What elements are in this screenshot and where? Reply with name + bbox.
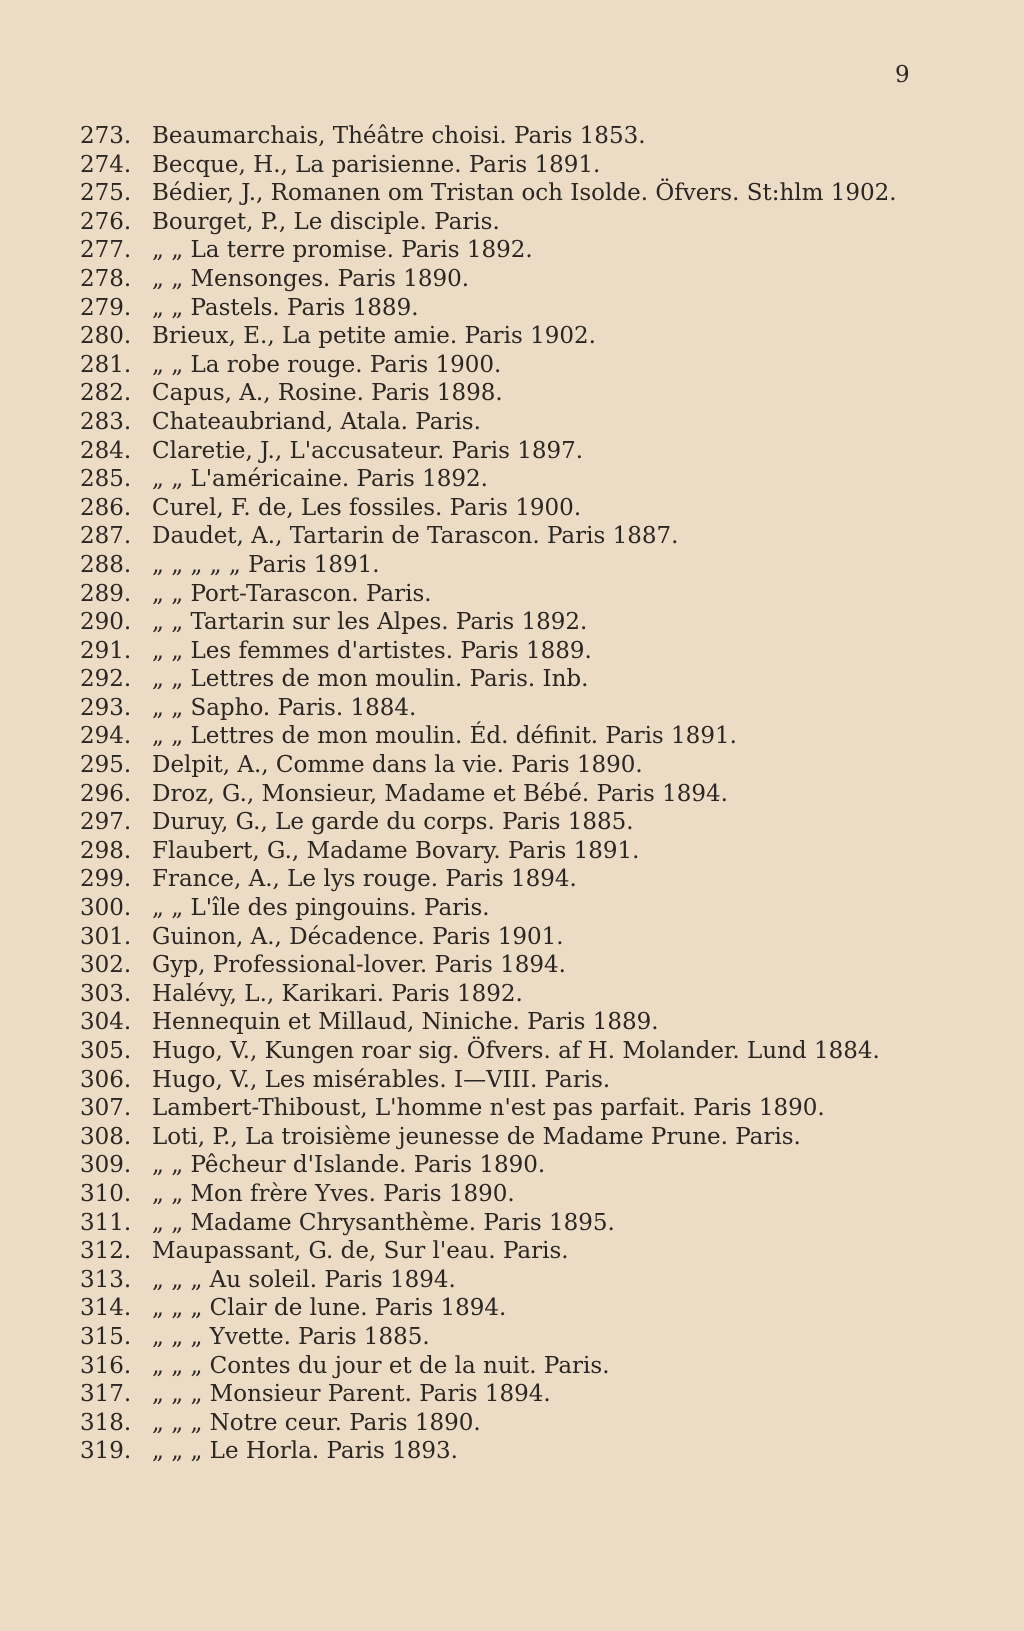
entry-number: 309. (80, 1152, 132, 1179)
entry-text: Loti, P., La troisième jeunesse de Madame Prune. Paris. (152, 1123, 801, 1150)
entry-text: Gyp, Professional-lover. Paris 1894. (152, 952, 566, 979)
list-item (80, 580, 930, 609)
list-item (80, 1323, 930, 1352)
list-item (80, 1151, 930, 1180)
list-item (80, 465, 930, 494)
entry-text: Lambert-Thiboust, L'homme n'est pas parfait. Paris 1890. (152, 1095, 825, 1122)
entry-number: 297. (80, 809, 132, 836)
list-item (80, 322, 930, 351)
entry-text: Duruy, G., Le garde du corps. Paris 1885. (152, 809, 634, 836)
list-item (80, 379, 930, 408)
entry-text: Claretie, J., L'accusateur. Paris 1897. (152, 437, 584, 464)
entry-number: 316. (80, 1352, 132, 1379)
entry-number: 288. (80, 551, 132, 578)
list-item (80, 951, 930, 980)
list-item (80, 179, 930, 208)
entry-text: Chateaubriand, Atala. Paris. (152, 408, 481, 435)
entry-text: Curel, F. de, Les fossiles. Paris 1900. (152, 494, 582, 521)
entry-number: 279. (80, 294, 132, 321)
entry-text: „ „ „ Au soleil. Paris 1894. (152, 1266, 456, 1293)
list-item (80, 1380, 930, 1409)
list-item (80, 1409, 930, 1438)
entry-text: „ „ Lettres de mon moulin. Paris. Inb. (152, 666, 589, 693)
list-item (80, 522, 930, 551)
entry-text: „ „ La robe rouge. Paris 1900. (152, 351, 502, 378)
list-item (80, 923, 930, 952)
list-item (80, 694, 930, 723)
list-item (80, 236, 930, 265)
entry-text: „ „ Madame Chrysanthème. Paris 1895. (152, 1209, 615, 1236)
entry-text: „ „ „ Monsieur Parent. Paris 1894. (152, 1381, 551, 1408)
list-item (80, 780, 930, 809)
entry-number: 307. (80, 1095, 132, 1122)
entry-number: 294. (80, 723, 132, 750)
entry-number: 295. (80, 752, 132, 779)
list-item (80, 1266, 930, 1295)
entry-number: 274. (80, 151, 132, 178)
list-item (80, 151, 930, 180)
entry-number: 284. (80, 437, 132, 464)
entry-text: „ „ L'île des pingouins. Paris. (152, 895, 490, 922)
entry-number: 277. (80, 237, 132, 264)
list-item (80, 722, 930, 751)
entry-text: „ „ L'américaine. Paris 1892. (152, 466, 488, 493)
entry-text: Droz, G., Monsieur, Madame et Bébé. Paris 1894. (152, 780, 728, 807)
entry-text: Maupassant, G. de, Sur l'eau. Paris. (152, 1238, 569, 1265)
entry-number: 273. (80, 123, 132, 149)
list-item (80, 1180, 930, 1209)
list-item (80, 894, 930, 923)
list-item (80, 1037, 930, 1066)
entry-text: „ „ Port-Tarascon. Paris. (152, 580, 432, 607)
list-item (80, 208, 930, 237)
list-item (80, 1294, 930, 1323)
entry-number: 296. (80, 780, 132, 807)
entry-number: 301. (80, 923, 132, 950)
entry-number: 289. (80, 580, 132, 607)
entry-text: „ „ Mensonges. Paris 1890. (152, 265, 470, 292)
entry-text: Hennequin et Millaud, Niniche. Paris 1889. (152, 1009, 659, 1036)
list-item (80, 351, 930, 380)
list-item (80, 637, 930, 666)
list-item (80, 1066, 930, 1095)
entry-number: 318. (80, 1409, 132, 1436)
list-item (80, 865, 930, 894)
entry-text: Hugo, V., Les misérables. I—VIII. Paris. (152, 1066, 611, 1093)
entry-text: „ „ Les femmes d'artistes. Paris 1889. (152, 637, 592, 664)
bibliography-list (80, 122, 930, 1466)
entry-text: „ „ Pêcheur d'Islande. Paris 1890. (152, 1152, 546, 1179)
entry-number: 299. (80, 866, 132, 893)
entry-text: Halévy, L., Karikari. Paris 1892. (152, 980, 523, 1007)
entry-number: 292. (80, 666, 132, 693)
entry-text: „ „ La terre promise. Paris 1892. (152, 237, 533, 264)
entry-number: 306. (80, 1066, 132, 1093)
entry-number: 302. (80, 952, 132, 979)
entry-text: Guinon, A., Décadence. Paris 1901. (152, 923, 564, 950)
entry-number: 283. (80, 408, 132, 435)
entry-text: Becque, H., La parisienne. Paris 1891. (152, 151, 601, 178)
list-item (80, 1352, 930, 1381)
list-item (80, 837, 930, 866)
entry-number: 300. (80, 895, 132, 922)
list-item (80, 437, 930, 466)
entry-number: 317. (80, 1381, 132, 1408)
entry-number: 304. (80, 1009, 132, 1036)
list-item (80, 1008, 930, 1037)
entry-text: „ „ Mon frère Yves. Paris 1890. (152, 1180, 515, 1207)
entry-number: 303. (80, 980, 132, 1007)
entry-number: 281. (80, 351, 132, 378)
list-item (80, 294, 930, 323)
entry-text: Bourget, P., Le disciple. Paris. (152, 208, 500, 235)
list-item (80, 751, 930, 780)
entry-number: 310. (80, 1180, 132, 1207)
entry-number: 312. (80, 1238, 132, 1265)
entry-text: Beaumarchais, Théâtre choisi. Paris 1853. (152, 123, 646, 149)
entry-number: 290. (80, 609, 132, 636)
entry-number: 313. (80, 1266, 132, 1293)
entry-number: 315. (80, 1323, 132, 1350)
list-item (80, 808, 930, 837)
entry-text: Brieux, E., La petite amie. Paris 1902. (152, 323, 596, 350)
list-item (80, 1123, 930, 1152)
entry-text: „ „ „ Yvette. Paris 1885. (152, 1323, 430, 1350)
list-item (80, 1209, 930, 1238)
entry-text: „ „ „ Contes du jour et de la nuit. Paris. (152, 1352, 610, 1379)
page-number: 9 (895, 62, 911, 88)
entry-text: „ „ „ „ „ Paris 1891. (152, 551, 380, 578)
entry-text: „ „ Pastels. Paris 1889. (152, 294, 419, 321)
list-item (80, 122, 930, 151)
entry-text: Capus, A., Rosine. Paris 1898. (152, 380, 503, 407)
list-item (80, 665, 930, 694)
entry-number: 305. (80, 1038, 132, 1064)
list-item (80, 1437, 930, 1466)
entry-text: Bédier, J., Romanen om Tristan och Isolde. Öfvers. St:hlm 1902. (152, 180, 897, 207)
list-item (80, 1237, 930, 1266)
list-item (80, 608, 930, 637)
entry-number: 293. (80, 694, 132, 721)
entry-number: 278. (80, 265, 132, 292)
entry-text: Hugo, V., Kungen roar sig. Öfvers. af H. Molander. Lund 1884. (152, 1038, 880, 1064)
entry-text: „ „ „ Le Horla. Paris 1893. (152, 1438, 458, 1465)
entry-number: 282. (80, 380, 132, 407)
entry-number: 286. (80, 494, 132, 521)
entry-number: 275. (80, 180, 132, 207)
entry-text: „ „ Sapho. Paris. 1884. (152, 694, 417, 721)
entry-text: Daudet, A., Tartarin de Tarascon. Paris 1887. (152, 523, 679, 550)
list-item (80, 551, 930, 580)
list-item (80, 408, 930, 437)
entry-number: 285. (80, 466, 132, 493)
entry-number: 291. (80, 637, 132, 664)
entry-number: 311. (80, 1209, 132, 1236)
entry-number: 280. (80, 323, 132, 350)
entry-number: 276. (80, 208, 132, 235)
entry-number: 287. (80, 523, 132, 550)
entry-number: 314. (80, 1295, 132, 1322)
list-item (80, 265, 930, 294)
entry-text: „ „ Lettres de mon moulin. Éd. définit. Paris 1891. (152, 723, 737, 750)
entry-number: 319. (80, 1438, 132, 1465)
entry-text: France, A., Le lys rouge. Paris 1894. (152, 866, 577, 893)
entry-text: Delpit, A., Comme dans la vie. Paris 1890. (152, 752, 643, 779)
entry-text: „ „ „ Notre ceur. Paris 1890. (152, 1409, 481, 1436)
entry-number: 298. (80, 837, 132, 864)
entry-text: „ „ „ Clair de lune. Paris 1894. (152, 1295, 507, 1322)
entry-text: Flaubert, G., Madame Bovary. Paris 1891. (152, 837, 640, 864)
entry-text: „ „ Tartarin sur les Alpes. Paris 1892. (152, 609, 588, 636)
list-item (80, 494, 930, 523)
entry-number: 308. (80, 1123, 132, 1150)
list-item (80, 1094, 930, 1123)
list-item (80, 980, 930, 1009)
